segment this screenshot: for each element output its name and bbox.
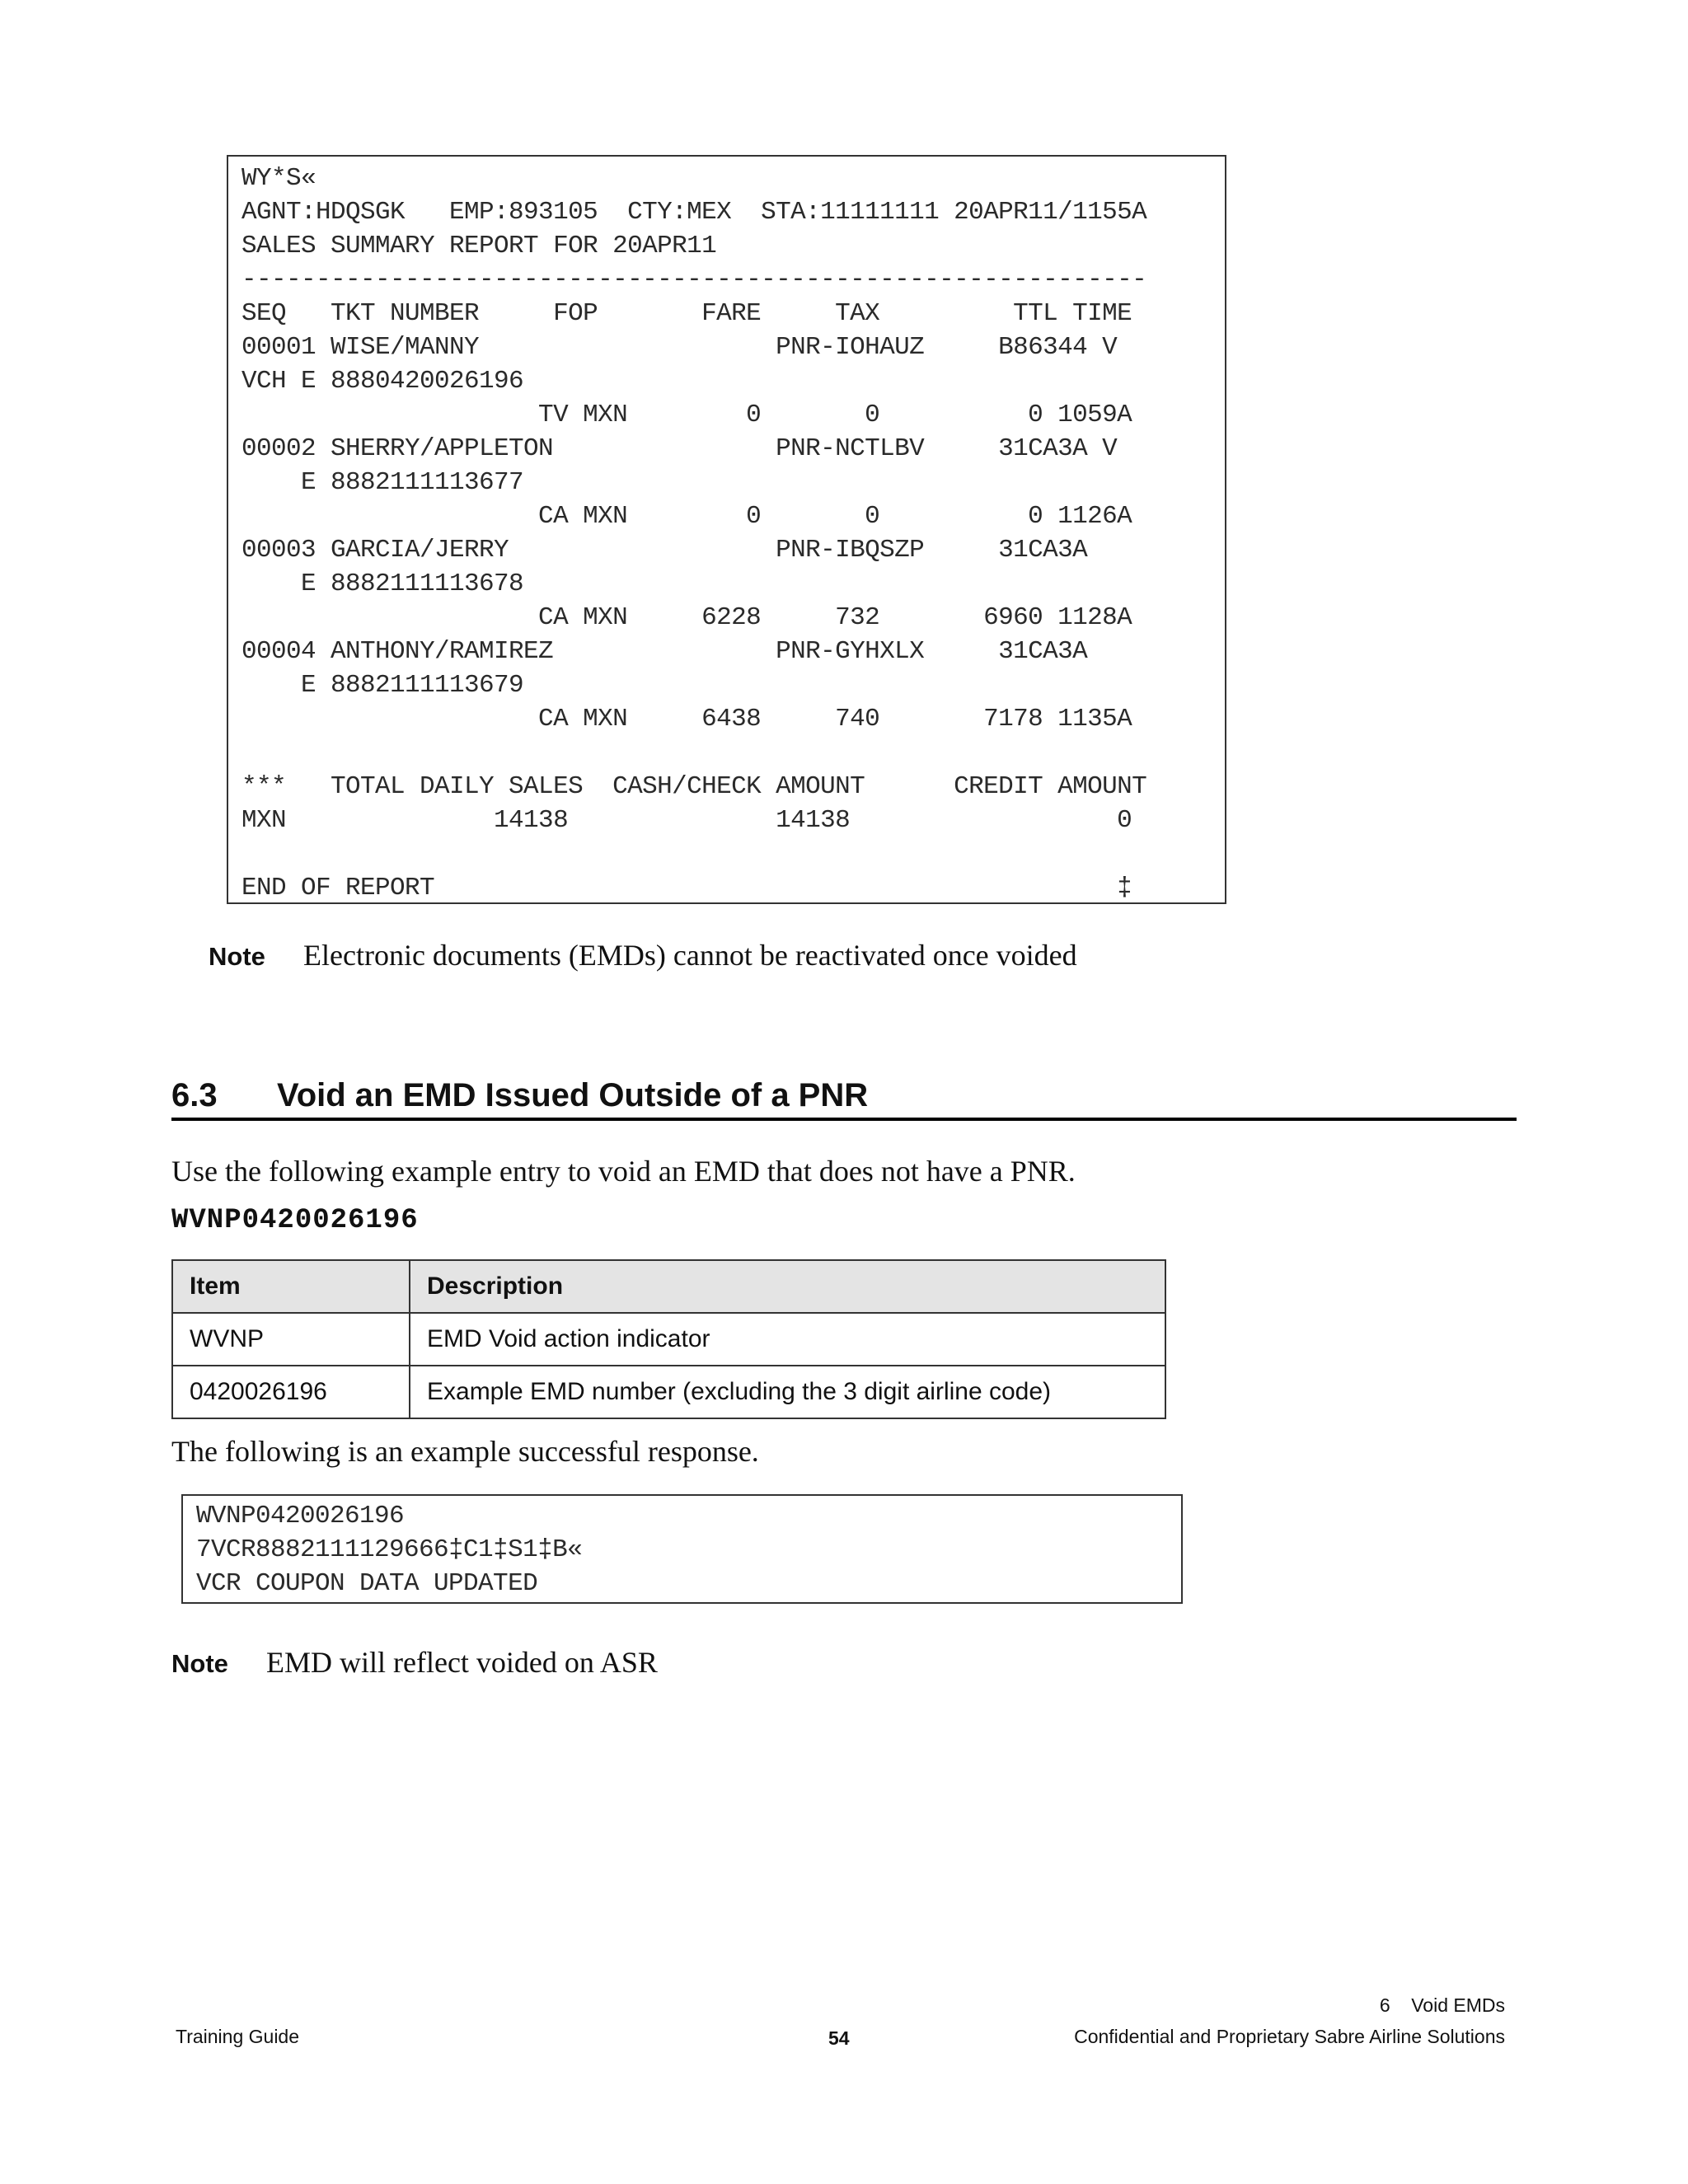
footer-confidential: Confidential and Proprietary Sabre Airline Solutions [1074, 2026, 1505, 2047]
terminal-line: E 8882111113677 [241, 468, 524, 497]
terminal-line: VCR COUPON DATA UPDATED [196, 1569, 538, 1598]
terminal-line: AGNT:HDQSGK EMP:893105 CTY:MEX STA:11111111 20APR11/1155A [241, 198, 1147, 227]
terminal-line: SALES SUMMARY REPORT FOR 20APR11 [241, 232, 717, 260]
section-title: Void an EMD Issued Outside of a PNR [277, 1077, 869, 1113]
footer-doc-title: Training Guide [176, 2026, 300, 2047]
terminal-line [241, 736, 1225, 770]
response-terminal [181, 1494, 1183, 1604]
terminal-line: VCH E 8880420026196 [241, 367, 524, 396]
section-number: 6.3 [171, 1077, 218, 1113]
footer-page-number: 54 [828, 2027, 850, 2049]
intro-paragraph: Use the following example entry to void an EMD that does not have a PNR. [171, 1155, 1076, 1188]
table-cell: Example EMD number (excluding the 3 digit airline code) [410, 1366, 1165, 1418]
table-cell: EMD Void action indicator [410, 1313, 1165, 1366]
note-asr [171, 1645, 658, 1680]
note-label: Note [171, 1649, 228, 1678]
terminal-line: SEQ TKT NUMBER FOP FARE TAX TTL TIME [241, 299, 1132, 328]
terminal-line [241, 837, 1225, 871]
terminal-line: *** TOTAL DAILY SALES CASH/CHECK AMOUNT CREDIT AMOUNT [241, 772, 1147, 801]
terminal-line: 00003 GARCIA/JERRY PNR-IBQSZP 31CA3A [241, 536, 1088, 565]
terminal-line: CA MXN 6438 740 7178 1135A [241, 705, 1132, 733]
note-text: EMD will reflect voided on ASR [266, 1646, 658, 1679]
terminal-line: CA MXN 6228 732 6960 1128A [241, 603, 1132, 632]
table-cell: WVNP [172, 1313, 410, 1366]
table-cell: 0420026196 [172, 1366, 410, 1418]
terminal-line: TV MXN 0 0 0 1059A [241, 401, 1132, 429]
table-header-row [172, 1260, 1165, 1313]
example-command: WVNP0420026196 [171, 1205, 419, 1236]
terminal-line: 7VCR8882111129666‡C1‡S1‡B« [196, 1535, 583, 1564]
terminal-line: 00002 SHERRY/APPLETON PNR-NCTLBV 31CA3A V [241, 434, 1118, 463]
section-heading [171, 1077, 1517, 1121]
footer-chapter: 6 Void EMDs [1379, 1994, 1505, 2016]
terminal-line: ------------------------------------------------------------- [241, 265, 1147, 294]
note-label: Note [209, 942, 265, 971]
terminal-line: END OF REPORT ‡ [241, 874, 1132, 902]
terminal-line: 00001 WISE/MANNY PNR-IOHAUZ B86344 V [241, 333, 1118, 362]
sales-summary-terminal [227, 155, 1226, 904]
terminal-line: WY*S« [241, 164, 316, 193]
terminal-line: WVNP0420026196 [196, 1502, 405, 1530]
table-header-description: Description [410, 1260, 1165, 1313]
terminal-line: E 8882111113678 [241, 569, 524, 598]
terminal-line: 00004 ANTHONY/RAMIREZ PNR-GYHXLX 31CA3A [241, 637, 1088, 666]
table-header-item: Item [172, 1260, 410, 1313]
note-text: Electronic documents (EMDs) cannot be reactivated once voided [303, 939, 1077, 972]
terminal-line: CA MXN 0 0 0 1126A [241, 502, 1132, 531]
note-voided-emd [209, 938, 1077, 972]
item-description-table [171, 1259, 1166, 1419]
table-row [172, 1366, 1165, 1418]
terminal-line: E 8882111113679 [241, 671, 524, 700]
terminal-line: MXN 14138 14138 0 [241, 806, 1132, 835]
response-intro-paragraph: The following is an example successful response. [171, 1435, 759, 1468]
table-row [172, 1313, 1165, 1366]
